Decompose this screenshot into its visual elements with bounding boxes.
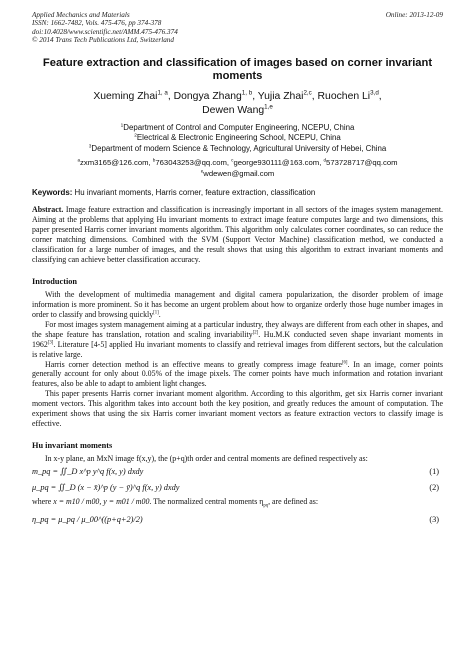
email[interactable]: $^b$763043253@qq.com, — [152, 157, 232, 168]
hu-paragraph: In x-y plane, an MxN image f(x,y), the (p+q)th order and central moments are defined respectively as: — [45, 454, 368, 464]
affiliations — [32, 123, 443, 155]
where-clause: where x = m10 / m00, y = m01 / m00. The normalized central moments $\eta_{pq}$, are defined as: — [32, 497, 319, 509]
intro-paragraph: Harris corner detection method is an effective means to greatly compress image feature[6]. In an image, corner points generally account for only about 0.05% of the image pixels. The corner points have much information and rotation invariant features, also be able to adapt to ambient light changes. — [32, 359, 443, 389]
abstract-text: Image feature extraction and classification is increasingly important in all sectors of the images system management. Aiming at the problems that applying Hu invariant moments to extract image feature computes large and two dimensions, this paper presented Harris corner invariant moments algorithm. This algorithm only calculates corner coordinates, so can reduce the corner matching dimensions. Combined with the SVM (Support Vector Machine) classification method, we conducted a classification for a large number of images, and the result shows that using this algorithm to extract invariant moments and classifying can achieve better classification accuracy. — [32, 205, 443, 264]
copyright-line: © 2014 Trans Tech Publications Ltd, Switzerland — [32, 36, 174, 45]
intro-paragraph: With the development of multimedia management and digital camera popularization, the disorder problem of image information is more prominent. So it has become an urgent problem about how to organize orderly those huge number images in order to classify and browsing quickly[1]. — [32, 289, 443, 319]
email-list — [32, 157, 443, 179]
email[interactable]: $^a$zxm3165@126.com, — [77, 157, 153, 168]
journal-header — [32, 11, 443, 45]
author-list: Xueming Zhai$^{1, a}$, Dongya Zhang$^{1, b}$, Yujia Zhai$^{2,c}$, Ruochen Li$^{3,d}$, Dewen Wang$^{1,e}$ — [93, 89, 382, 117]
author: Dongya Zhang$^{1, b}$ — [173, 89, 253, 102]
intro-paragraph: For most images system management aiming at a particular industry, they always are different from each other in shapes, and the shape feature has translation, rotation and scaling invariability[2]. Hu.M.K conducted seven shape invariant moments in 1962[3]. Literature [4-5] applied Hu invariant moments to classify and retrieval images from different sectors, but the calculation is relative large. — [32, 319, 443, 359]
author: Xueming Zhai$^{1, a}$ — [93, 89, 168, 102]
author: Ruochen Li$^{3,d}$ — [317, 89, 379, 102]
keywords-text: Hu invariant moments, Harris corner, feature extraction, classification — [74, 188, 316, 198]
intro-paragraph: This paper presents Harris corner invariant moment algorithm. According to this algorithm, get six Harris corner invariant moment vectors. This algorithm takes into account both the key position, and greatly reduces the amount of computation. The experiment shows that using the six Harris corner invariant moment vectors as feature extraction vectors to classify image is effective. — [32, 389, 443, 429]
issn-line: ISSN: 1662-7482, Vols. 475-476, pp 374-378 — [32, 19, 162, 28]
keywords — [32, 188, 443, 198]
abstract — [32, 205, 443, 264]
online-date: Online: 2013-12-09 — [385, 11, 443, 19]
abstract-label: Abstract. — [32, 205, 64, 215]
author: Yujia Zhai$^{2,c}$ — [257, 89, 312, 102]
affiliation: $^2$Electrical & Electronic Engineering School, NCEPU, China — [134, 133, 341, 143]
equation-2: μ_pq = ∬_D (x − x̄)^p (y − ȳ)^q f(x, y) dxdy (2) — [32, 480, 443, 496]
author: Dewen Wang$^{1,e}$ — [202, 103, 273, 117]
equation-number: (3) — [429, 514, 439, 524]
equation-number: (2) — [429, 483, 439, 493]
journal-name: Applied Mechanics and Materials — [32, 11, 130, 19]
doi-line[interactable]: doi:10.4028/www.scientific.net/AMM.475-476.374 — [32, 27, 178, 36]
paper-title: Feature extraction and classification of images based on corner invariant moments — [42, 56, 433, 83]
equation-number: (1) — [429, 467, 439, 477]
affiliation: $^1$Department of Control and Computer Engineering, NCEPU, China — [120, 122, 355, 132]
hu-moments-heading: Hu invariant moments — [32, 441, 113, 451]
email[interactable]: $^c$george930111@163.com, — [231, 157, 324, 168]
keywords-label: Keywords: — [32, 188, 73, 198]
email[interactable]: $^d$573728717@qq.com — [323, 157, 398, 168]
equation-3: η_pq = μ_pq / μ_00^((p+q+2)/2) (3) — [32, 512, 443, 528]
affiliation: $^3$Department of modern Science & Technology, Agricultural University of Hebei, China — [88, 143, 387, 153]
email[interactable]: $^e$wdewen@gmail.com — [200, 168, 275, 179]
equation-1: m_pq = ∬_D x^p y^q f(x, y) dxdy (1) — [32, 464, 443, 480]
introduction-heading: Introduction — [32, 276, 78, 286]
